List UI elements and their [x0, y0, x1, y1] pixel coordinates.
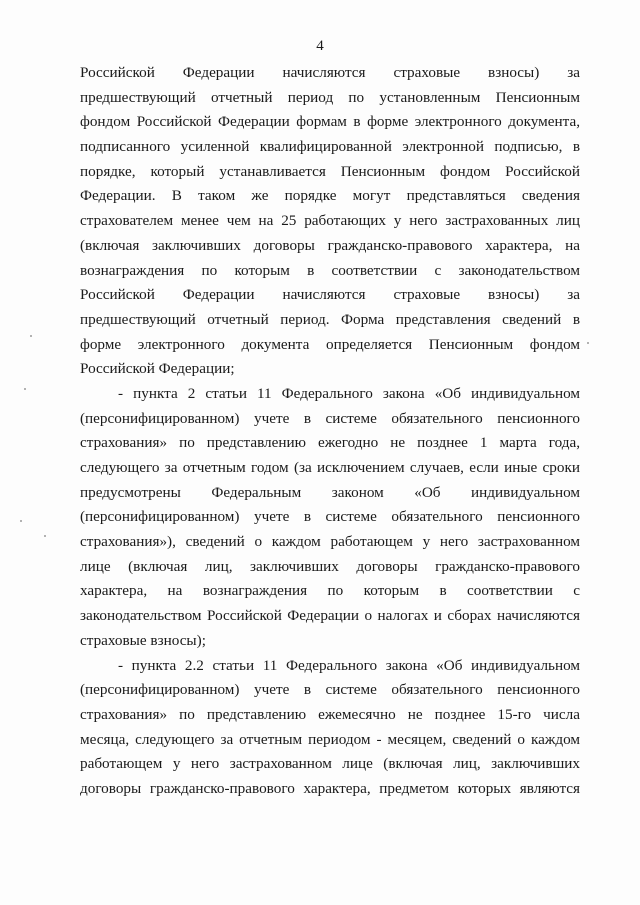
text-line: предшествующий отчетный период по установленным Пенсионным [80, 88, 580, 106]
text-line: страхователем менее чем на 25 работающих у него застрахованных лиц [80, 212, 580, 230]
text-line: форме электронного документа определяется Пенсионным фондом [80, 335, 580, 353]
text-line: порядке, который устанавливается Пенсионным фондом Российской [80, 162, 580, 180]
text-line: (включая заключивших договоры гражданско-правового характера, на [80, 236, 580, 254]
text-line: Федерации. В таком же порядке могут представляться сведения [80, 187, 580, 205]
scan-speck [20, 520, 22, 522]
list-item-line: - пункта 2.2 статьи 11 Федерального закона «Об индивидуальном [118, 656, 580, 674]
text-line: Российской Федерации; [80, 360, 235, 378]
text-line: страхования» по представлению ежегодно не позднее 1 марта года, [80, 434, 580, 452]
text-line: предусмотрены Федеральным законом «Об индивидуальном [80, 483, 580, 501]
scan-speck [587, 342, 589, 344]
text-line: страхования»), сведений о каждом работающем у него застрахованном [80, 533, 580, 551]
text-line: страховые взносы); [80, 631, 206, 649]
scan-speck [24, 388, 26, 390]
text-line: фондом Российской Федерации формам в форме электронного документа, [80, 113, 580, 131]
page-number: 4 [316, 38, 324, 54]
text-line: страхования» по представлению ежемесячно не позднее 15-го числа [80, 705, 580, 723]
list-item-line: - пункта 2 статьи 11 Федерального закона «Об индивидуальном [118, 384, 580, 402]
text-line: лице (включая лиц, заключивших договоры гражданско-правового [80, 557, 580, 575]
text-line: Российской Федерации начисляются страховые взносы) за [80, 64, 580, 81]
text-line: договоры гражданско-правового характера, предметом которых являются [80, 779, 580, 797]
body-text [80, 61, 580, 802]
text-line: подписанного усиленной квалифицированной электронной подписью, в [80, 138, 580, 156]
text-line: предшествующий отчетный период. Форма представления сведений в [80, 310, 580, 328]
text-line: законодательством Российской Федерации о налогах и сборах начисляются [80, 607, 580, 625]
text-line: (персонифицированном) учете в системе обязательного пенсионного [80, 508, 580, 526]
scan-speck [30, 335, 32, 337]
text-line: вознаграждения по которым в соответствии с законодательством [80, 261, 580, 279]
text-line: работающем у него застрахованном лице (включая лиц, заключивших [80, 755, 580, 773]
text-line: месяца, следующего за отчетным периодом - месяцем, сведений о каждом [80, 730, 580, 748]
text-line: Российской Федерации начисляются страховые взносы) за [80, 286, 580, 304]
scan-speck [44, 535, 46, 537]
text-line: (персонифицированном) учете в системе обязательного пенсионного [80, 681, 580, 699]
text-line: характера, на вознаграждения по которым в соответствии с [80, 582, 580, 600]
text-line: (персонифицированном) учете в системе обязательного пенсионного [80, 409, 580, 427]
text-line: следующего за отчетным годом (за исключением случаев, если иные сроки [80, 459, 580, 476]
